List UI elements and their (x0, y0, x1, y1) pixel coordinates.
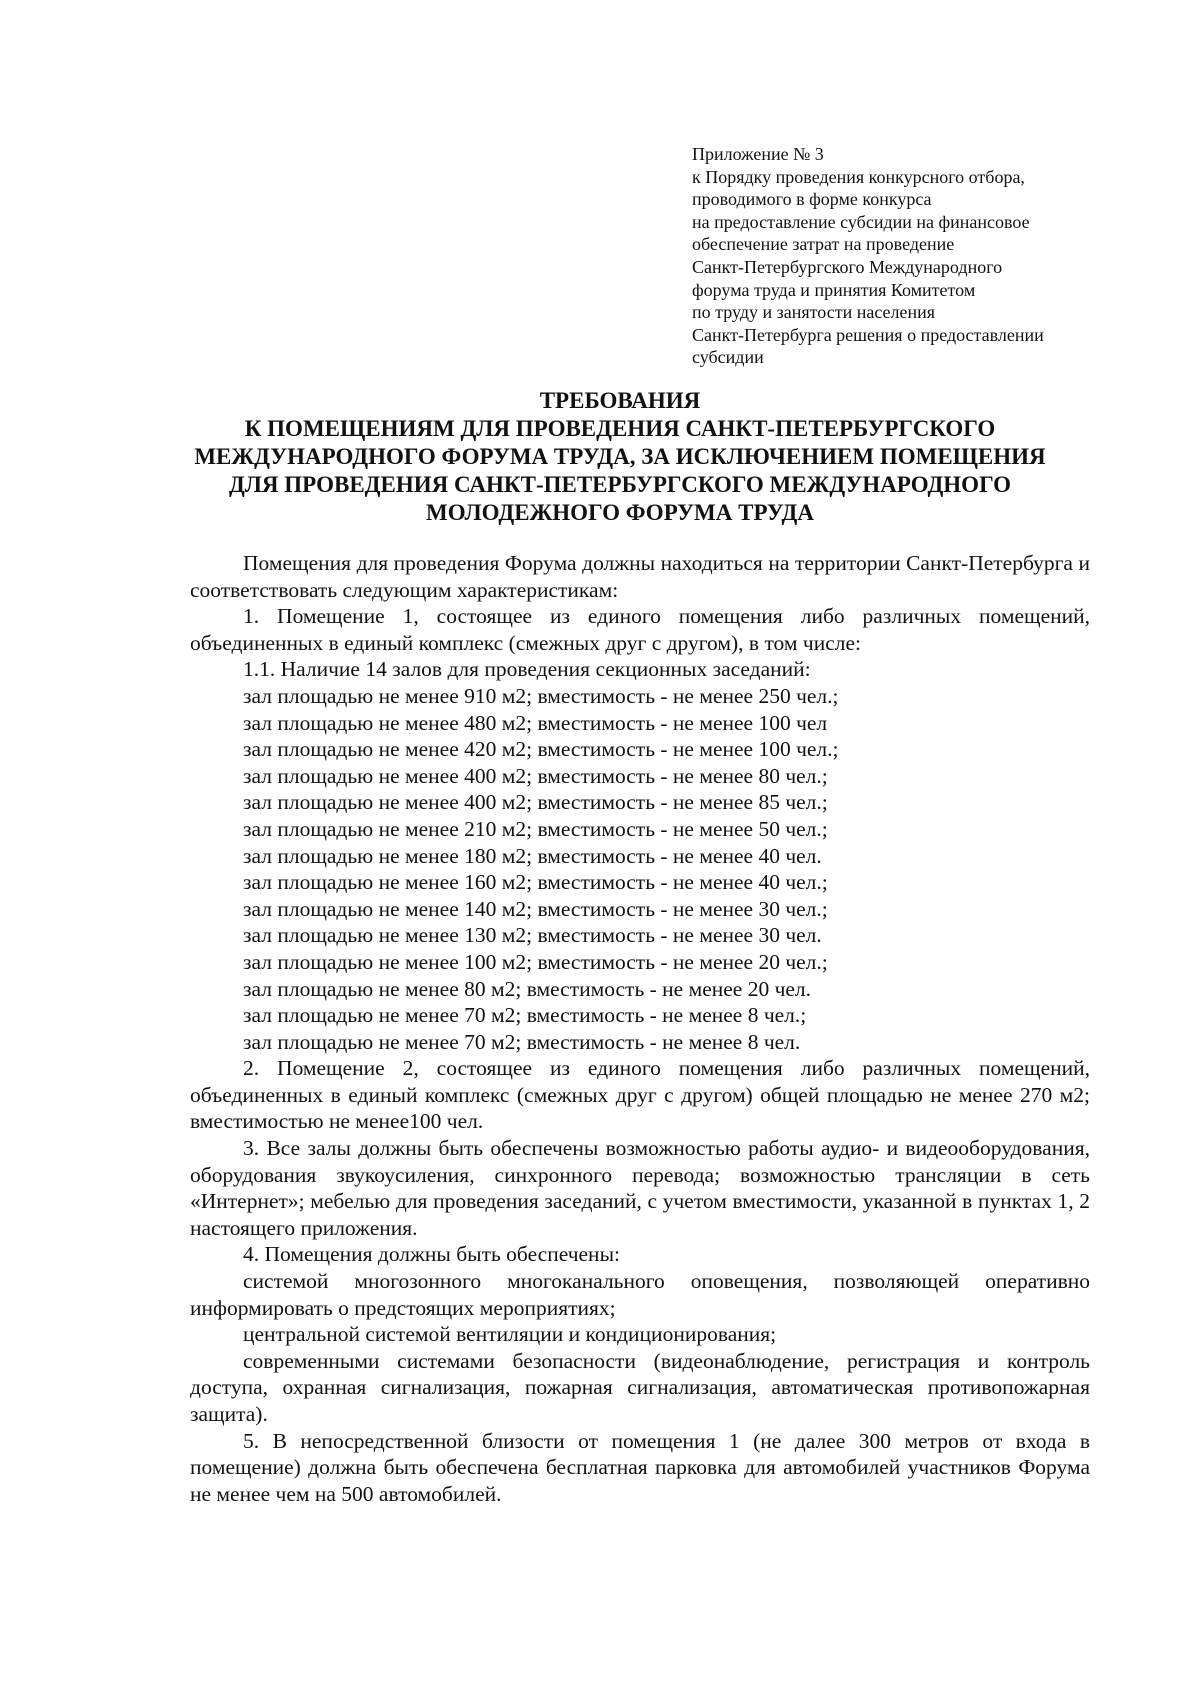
halls-list (190, 683, 1090, 1055)
appendix-line: форума труда и принятия Комитетом (692, 279, 976, 300)
appendix-line: обеспечение затрат на проведение (692, 234, 955, 255)
appendix-line: Санкт-Петербургского Международного (692, 256, 1003, 277)
hall-item: зал площадью не менее 160 м2; вместимость - не менее 40 чел.; (243, 870, 828, 895)
item-1-paragraph: 1. Помещение 1, состоящее из единого помещения либо различных помещений, объединенных в единый комплекс (смежных друг с другом), в том числе: (190, 604, 1090, 655)
hall-item: зал площадью не менее 420 м2; вместимость - не менее 100 чел.; (243, 737, 839, 762)
appendix-header (692, 143, 1112, 369)
hall-item: зал площадью не менее 400 м2; вместимость - не менее 85 чел.; (243, 790, 828, 815)
item-4-a-paragraph: системой многозонного многоканального оповещения, позволяющей оперативно информировать о предстоящих мероприятиях; (190, 1269, 1090, 1320)
title-line: К ПОМЕЩЕНИЯМ ДЛЯ ПРОВЕДЕНИЯ САНКТ-ПЕТЕРБУРГСКОГО (244, 416, 996, 441)
hall-item: зал площадью не менее 910 м2; вместимость - не менее 250 чел.; (243, 683, 839, 708)
item-4-b-line: центральной системой вентиляции и кондиционирования; (243, 1322, 777, 1347)
hall-item: зал площадью не менее 180 м2; вместимость - не менее 40 чел. (243, 843, 822, 868)
item-5-paragraph: 5. В непосредственной близости от помещения 1 (не далее 300 метров от входа в помещение) должна быть обеспечена бесплатная парковка для автомобилей участников Форума не менее чем на 500 автомобилей. (190, 1428, 1090, 1506)
hall-item: зал площадью не менее 400 м2; вместимость - не менее 80 чел.; (243, 763, 828, 788)
item-1-1-line: 1.1. Наличие 14 залов для проведения секционных заседаний: (243, 657, 811, 682)
hall-item: зал площадью не менее 140 м2; вместимость - не менее 30 чел.; (243, 896, 828, 921)
hall-item: зал площадью не менее 130 м2; вместимость - не менее 30 чел. (243, 923, 822, 948)
title-line: ТРЕБОВАНИЯ (539, 388, 701, 413)
document-body (190, 550, 1090, 1507)
title-line: ДЛЯ ПРОВЕДЕНИЯ САНКТ-ПЕТЕРБУРГСКОГО МЕЖДУНАРОДНОГО (228, 472, 1012, 497)
appendix-line: к Порядку проведения конкурсного отбора, (692, 166, 1025, 187)
item-3-paragraph: 3. Все залы должны быть обеспечены возможностью работы аудио- и видеооборудования, оборудования звукоусиления, синхронного перевода; возможностью трансляции в сеть «Интернет»; мебелью для проведения заседаний, с учетом вместимости, указанной в пунктах 1, 2 настоящего приложения. (190, 1136, 1090, 1240)
appendix-line: по труду и занятости населения (692, 302, 936, 323)
hall-item: зал площадью не менее 100 м2; вместимость - не менее 20 чел.; (243, 949, 828, 974)
appendix-line: Санкт-Петербурга решения о предоставлении (692, 324, 1044, 345)
hall-item: зал площадью не менее 70 м2; вместимость - не менее 8 чел. (243, 1029, 801, 1054)
appendix-line: на предоставление субсидии на финансовое (692, 211, 1030, 232)
appendix-line: субсидии (692, 347, 764, 368)
title-line: МЕЖДУНАРОДНОГО ФОРУМА ТРУДА, ЗА ИСКЛЮЧЕНИЕМ ПОМЕЩЕНИЯ (194, 444, 1046, 469)
title-line: МОЛОДЕЖНОГО ФОРУМА ТРУДА (426, 500, 814, 525)
item-4-c-paragraph: современными системами безопасности (видеонаблюдение, регистрация и контроль доступа, охранная сигнализация, пожарная сигнализация, автоматическая противопожарная защита). (190, 1348, 1090, 1426)
document-title (150, 387, 1090, 527)
hall-item: зал площадью не менее 70 м2; вместимость - не менее 8 чел.; (243, 1003, 807, 1028)
item-4-line: 4. Помещения должны быть обеспечены: (243, 1242, 620, 1267)
hall-item: зал площадью не менее 480 м2; вместимость - не менее 100 чел (243, 710, 828, 735)
item-2-paragraph: 2. Помещение 2, состоящее из единого помещения либо различных помещений, объединенных в единый комплекс (смежных друг с другом) общей площадью не менее 270 м2; вместимостью не менее100 чел. (190, 1056, 1090, 1134)
appendix-line: проводимого в форме конкурса (692, 189, 932, 210)
appendix-line: Приложение № 3 (692, 144, 824, 164)
hall-item: зал площадью не менее 80 м2; вместимость - не менее 20 чел. (243, 976, 812, 1001)
hall-item: зал площадью не менее 210 м2; вместимость - не менее 50 чел.; (243, 816, 828, 841)
intro-paragraph: Помещения для проведения Форума должны находиться на территории Санкт-Петербурга и соответствовать следующим характеристикам: (190, 551, 1090, 602)
